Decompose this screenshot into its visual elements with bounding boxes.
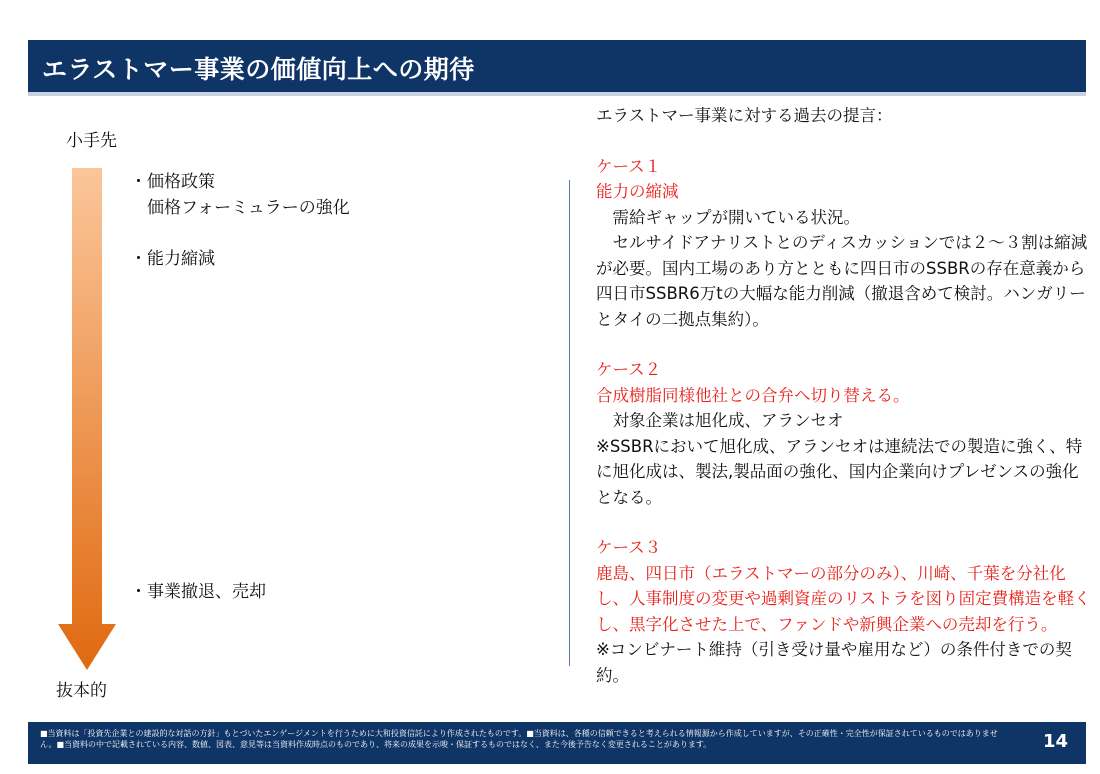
case-3-subtitle: 鹿島、四日市（エラストマーの部分のみ）、川崎、千葉を分社化し、人事制度の変更や過剰資産のリストラを図り固定費構造を軽くし、黒字化させた上で、ファンドや新興企業への売却を行う。 xyxy=(596,563,1091,634)
case-3-line-1: ※コンビナート維持（引き受け量や雇用など）の条件付きでの契約。 xyxy=(596,640,1072,685)
proposals-heading: エラストマー事業に対する過去の提言： xyxy=(596,106,893,125)
case-1-line-2: セルサイドアナリストとのディスカッションでは２～３割は縮減が必要。国内工場のあり方とともに四日市のSSBRの存在意義から四日市SSBR6万tの大幅な能力削減（撤退含めて検討。ハンガリーとタイの二拠点集約）。 xyxy=(596,233,1088,329)
case-2-title: ケース２ xyxy=(596,360,662,379)
bullet-capacity-reduction xyxy=(130,246,215,272)
bullet-price-policy-line1: ・価格政策 xyxy=(130,172,215,192)
column-divider xyxy=(569,180,570,666)
case-2 xyxy=(596,357,1091,510)
bottom-label: 抜本的 xyxy=(56,681,107,701)
proposals-column xyxy=(596,103,1091,688)
bullet-price-policy-line2: 価格フォーミュラーの強化 xyxy=(130,198,350,218)
case-3 xyxy=(596,535,1091,688)
page-number: 14 xyxy=(1042,731,1068,752)
bullet-capacity-reduction-line1: ・能力縮減 xyxy=(130,249,215,269)
case-2-line-1: 対象企業は旭化成、アランセオ xyxy=(596,411,844,430)
title-bar xyxy=(28,40,1086,96)
case-3-title: ケース３ xyxy=(596,538,662,557)
bullet-divest-line1: ・事業撤退、売却 xyxy=(130,582,266,602)
bullet-price-policy xyxy=(130,169,350,221)
top-label: 小手先 xyxy=(66,131,117,151)
scale-arrow-shape xyxy=(58,168,116,670)
scale-arrow xyxy=(58,168,116,670)
case-1-line-1: 需給ギャップが開いている状況。 xyxy=(596,207,860,227)
footer-bar xyxy=(28,722,1086,764)
case-1-title: ケース１ xyxy=(596,156,662,176)
case-2-subtitle: 合成樹脂同様他社との合弁へ切り替える。 xyxy=(596,385,910,405)
case-1-subtitle: 能力の縮減 xyxy=(596,182,679,201)
case-2-line-2: ※SSBRにおいて旭化成、アランセオは連続法での製造に強く、特に旭化成は、製法,製品面の強化、国内企業向けプレゼンスの強化となる。 xyxy=(596,436,1083,507)
disclaimer-note: ■当資料は「投資先企業との建設的な対話の方針」もとづいたエンゲージメントを行うために大和投資信託により作成されたものです。■当資料は、各種の信頼できると考えられる情報源から作成していますが、その正確性・完全性が保証されているものではありません。■当資料の中で記載されている内容、数値、図表、意見等は当資料作成時点のものであり、将来の成果を示唆・保証するものではなく、また今後予告なく変更されることがあります。 xyxy=(40,729,998,749)
page-title: エラストマー事業の価値向上への期待 xyxy=(42,55,475,84)
bullet-divest xyxy=(130,579,266,605)
case-1 xyxy=(596,154,1091,333)
